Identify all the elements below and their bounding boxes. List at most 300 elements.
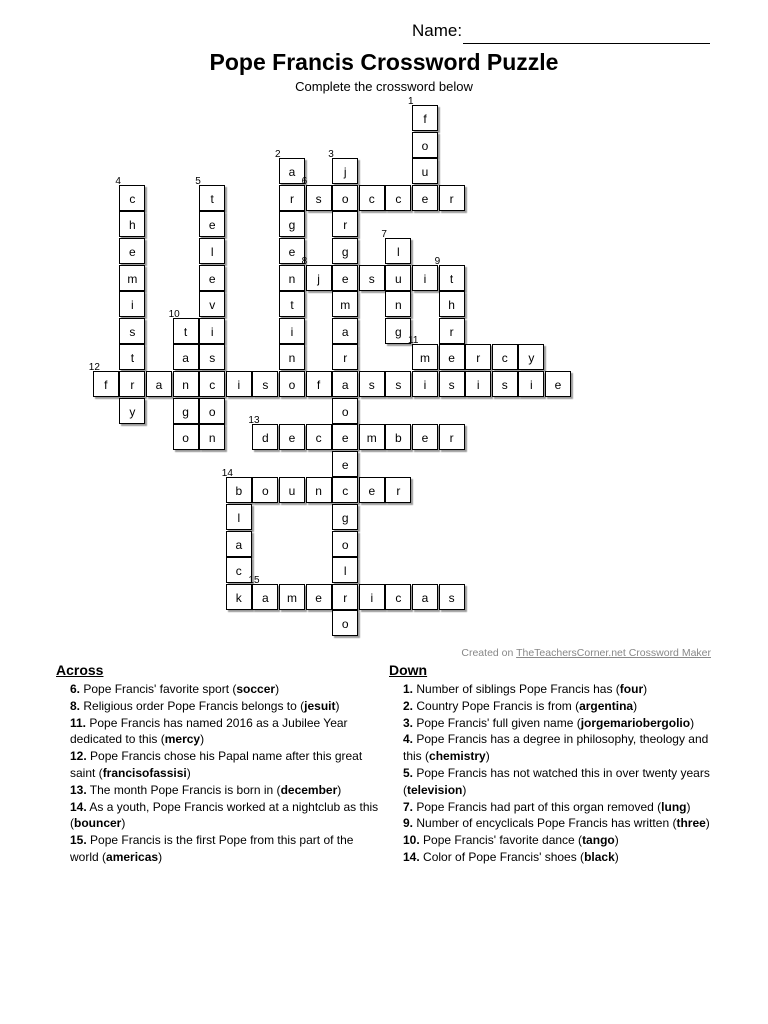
cell-letter: i [131,298,134,313]
clue-close: ) [614,833,619,848]
grid-cell[interactable] [385,291,411,317]
grid-cell[interactable] [199,398,225,424]
grid-cell[interactable] [332,185,358,211]
grid-cell[interactable] [195,175,225,211]
cell-letter: o [208,404,216,419]
grid-cell[interactable] [306,424,332,450]
cell-letter: l [343,564,347,579]
grid-cell[interactable] [465,371,491,397]
grid-cell[interactable] [332,610,358,636]
grid-cell[interactable] [115,175,145,211]
grid-cell[interactable] [199,344,225,370]
cell-letter: i [210,324,214,339]
cell-letter: e [368,484,376,499]
cell-letter: h [129,218,136,233]
grid-cell[interactable] [119,238,145,264]
cell-letter: s [395,378,402,392]
clue-answer: francisofassisi [102,765,187,780]
grid-cell[interactable] [434,255,465,291]
cell-letter: s [448,378,455,392]
clue-number: 11 [408,335,419,347]
cell-letter: n [315,484,322,499]
grid-cell[interactable] [306,584,332,610]
cell-letter: r [343,218,348,233]
across-clue [56,681,381,698]
cell-letter: l [237,511,241,525]
cell-letter: u [421,165,429,180]
clue-answer: americas [106,849,159,864]
across-clue [56,832,381,866]
grid-cell[interactable] [332,477,358,503]
grid-cell[interactable] [359,584,385,610]
grid-cell[interactable] [332,318,358,344]
name-label: Name: [412,21,463,40]
clue-close: ) [335,698,340,713]
grid-cell[interactable] [332,504,358,530]
clue-answer: lung [661,799,687,814]
cell-letter: e [315,590,322,605]
clue-close: ) [462,782,467,797]
grid-cell[interactable] [385,477,411,503]
down-clue [389,832,719,849]
grid-cell[interactable] [412,424,438,450]
grid-cell[interactable] [328,149,358,184]
clue-number: 5 [195,175,201,187]
across-clue [56,748,381,782]
cell-letter: a [182,351,189,366]
grid-cell[interactable] [332,238,358,264]
cell-letter: e [341,457,349,472]
clue-answer: december [280,782,338,797]
cell-letter: n [182,378,189,392]
grid-cell[interactable] [301,175,332,211]
clue-number: 13 [248,415,260,427]
cell-letter: s [129,324,136,339]
clue-answer: jesuit [304,698,336,713]
clue-number: 3. [403,715,414,730]
cell-letter: s [501,378,508,392]
grid-cell[interactable] [359,371,385,397]
cell-letter: t [449,271,454,286]
cell-letter: l [397,245,400,259]
cell-letter: t [183,324,188,339]
grid-cell[interactable] [332,424,358,450]
cell-letter: g [341,245,349,259]
cell-letter: s [368,378,375,392]
cell-letter: a [288,165,296,180]
grid-cell[interactable] [412,185,438,211]
clue-number: 14. [403,849,420,864]
cell-letter: m [366,431,377,446]
grid-cell[interactable] [359,265,385,291]
clue-number: 2 [275,149,281,161]
clue-number: 9 [434,255,441,267]
grid-cell[interactable] [332,398,358,424]
grid-cell[interactable] [279,477,305,503]
cell-letter: i [476,378,480,392]
down-clue [389,849,719,866]
cell-letter: o [341,537,349,552]
cell-letter: i [290,324,294,339]
clue-close: ) [121,816,126,831]
clue-number: 10 [168,308,180,320]
clue-number: 11. [70,715,87,730]
grid-cell[interactable] [221,468,252,503]
cell-letter: o [421,138,429,153]
grid-cell[interactable] [119,211,145,237]
grid-cell[interactable] [465,344,491,370]
clue-close: ) [614,849,619,864]
grid-cell[interactable] [279,371,305,397]
clue-number: 4 [115,175,121,187]
grid-cell[interactable] [408,96,438,131]
cell-letter: s [315,191,322,206]
grid-cell[interactable] [412,371,438,397]
cell-letter: e [554,378,562,392]
grid-cell[interactable] [199,211,225,237]
grid-cell[interactable] [279,584,305,610]
grid-cell[interactable] [439,318,465,344]
grid-cell[interactable] [279,185,305,211]
down-clues [389,660,719,866]
cell-letter: y [129,404,136,419]
grid-cell[interactable] [412,584,438,610]
grid-cell[interactable] [119,318,145,344]
cell-letter: a [235,537,243,552]
grid-cell[interactable] [385,424,411,450]
grid-cell[interactable] [168,308,199,344]
clue-text: Number of encyclicals Pope Francis has written ( [413,816,677,831]
grid-cell[interactable] [332,451,358,477]
cell-letter: c [395,191,402,206]
cell-letter: c [129,191,136,206]
grid-cell[interactable] [119,344,145,370]
cell-letter: c [501,351,508,366]
cell-letter: h [448,298,455,313]
cell-letter: e [208,218,216,233]
clue-answer: three [676,816,706,831]
clue-answer: chemistry [429,749,486,764]
grid-cell[interactable] [199,265,225,291]
clue-answer: mercy [164,732,201,747]
clue-answer: tango [582,833,615,848]
clue-number: 15 [248,574,260,586]
cell-letter: n [288,271,296,286]
clue-number: 7. [403,799,414,814]
cell-letter: i [423,378,427,392]
grid-cell[interactable] [199,424,225,450]
cell-letter: r [449,431,454,446]
grid-cell[interactable] [279,265,305,291]
grid-cell[interactable] [439,424,465,450]
clue-number: 1 [408,96,414,107]
clue-close: ) [686,799,691,814]
down-heading: Down [389,662,428,678]
cell-letter: r [476,351,481,366]
clue-close: ) [186,765,191,780]
grid-cell[interactable] [306,477,332,503]
grid-cell[interactable] [439,371,465,397]
across-list [56,681,381,866]
grid-cell[interactable] [119,398,145,424]
grid-cell[interactable] [279,318,305,344]
grid-cell[interactable] [439,344,465,370]
grid-cell[interactable] [385,584,411,610]
clue-number: 13. [70,782,87,797]
grid-cell[interactable] [199,291,225,317]
cell-letter: o [262,484,269,499]
grid-cell[interactable] [332,584,358,610]
cell-letter: g [341,511,349,525]
clue-answer: four [619,682,644,696]
clue-number: 10. [403,833,420,848]
clue-close: ) [158,849,163,864]
grid-cell[interactable] [88,362,119,397]
grid-cell[interactable] [332,344,358,370]
grid-cell[interactable] [412,132,438,158]
grid-cell[interactable] [359,477,385,503]
grid-cell[interactable] [439,291,465,317]
cell-letter: n [288,351,296,366]
clue-number: 3 [328,149,334,161]
grid-cell[interactable] [306,371,332,397]
grid-cell[interactable] [279,211,305,237]
grid-cell[interactable] [252,477,278,503]
clue-close: ) [485,749,490,764]
grid-cell[interactable] [119,265,145,291]
clue-number: 12. [70,749,87,764]
cell-letter: c [368,191,375,206]
cell-letter: e [421,191,429,206]
cell-letter: b [395,431,402,446]
grid-cell[interactable] [119,291,145,317]
grid-cell[interactable] [248,415,278,450]
grid-cell[interactable] [199,238,225,264]
grid-cell[interactable] [226,504,252,530]
cell-letter: s [368,271,375,286]
cell-letter: i [370,590,374,605]
grid-cell[interactable] [173,398,199,424]
grid-cell[interactable] [146,371,172,397]
clue-number: 5. [403,765,414,780]
cell-letter: u [395,271,402,286]
grid-cell[interactable] [173,371,199,397]
cell-letter: b [235,484,243,499]
cell-letter: o [182,431,189,446]
clue-answer: bouncer [74,816,122,831]
grid-cell[interactable] [385,265,411,291]
cell-letter: c [342,484,349,499]
cell-letter: m [287,590,297,605]
clue-text: Pope Francis chose his Papal name after this great saint ( [70,749,363,780]
grid-cell[interactable] [279,344,305,370]
cell-letter: i [237,378,241,392]
clue-answer: television [407,782,463,797]
clue-answer: argentina [579,698,634,713]
cell-letter: y [528,351,535,366]
clue-number: 15. [70,833,87,848]
clue-close: ) [633,698,638,713]
grid-cell[interactable] [248,574,278,610]
grid-cell[interactable] [332,531,358,557]
cell-letter: l [210,245,214,259]
cell-letter: f [423,112,427,126]
credit [461,647,711,659]
grid-cell[interactable] [199,318,225,344]
cell-letter: c [209,378,216,392]
grid-cell[interactable] [301,255,332,291]
cell-letter: a [341,378,349,392]
grid-cell[interactable] [545,371,571,397]
cell-letter: e [288,245,296,259]
cell-letter: a [421,590,429,605]
cell-letter: g [288,218,296,233]
cell-letter: f [316,378,321,392]
grid-cell[interactable] [119,371,145,397]
down-clue [389,815,719,832]
cell-letter: r [130,378,135,392]
clue-close: ) [643,682,648,696]
clue-number: 8. [70,698,81,713]
grid-cell[interactable] [279,424,305,450]
subtitle: Complete the crossword below [295,79,473,94]
clue-answer: jorgemariobergolio [580,715,691,730]
cell-letter: j [343,165,347,180]
cell-letter: s [262,378,269,392]
grid-cell[interactable] [173,424,199,450]
cell-letter: i [530,378,533,392]
grid-cell[interactable] [199,371,225,397]
grid-cell[interactable] [332,371,358,397]
grid-cell[interactable] [226,371,252,397]
credit-link[interactable]: TheTeachersCorner.net Crossword Maker [516,647,711,659]
clue-close: ) [690,715,695,730]
grid-cell[interactable] [332,265,358,291]
cell-letter: r [290,191,294,206]
grid-cell[interactable] [412,265,438,291]
cell-letter: e [341,431,349,446]
cell-letter: c [315,431,322,446]
cell-letter: r [449,191,454,206]
down-list [389,681,719,866]
clue-text: Pope Francis' full given name ( [413,715,581,730]
cell-letter: t [130,351,135,366]
cell-letter: o [288,378,296,392]
grid-cell[interactable] [332,211,358,237]
clue-number: 1. [403,682,414,696]
clue-close: ) [200,732,205,747]
cell-letter: t [290,298,294,313]
grid-cell[interactable] [492,371,518,397]
grid-cell[interactable] [332,557,358,583]
grid-cell[interactable] [408,335,438,370]
across-clues [56,660,381,866]
clue-number: 4. [403,732,414,747]
down-clue [389,681,719,698]
clue-number: 6 [301,175,308,187]
clue-number: 14 [221,468,233,480]
down-clue [389,799,719,816]
clue-answer: black [584,849,615,864]
cell-letter: s [448,590,455,605]
cell-letter: e [448,351,455,366]
page-title: Pope Francis Crossword Puzzle [209,49,559,75]
clue-number: 8 [301,255,308,267]
cell-letter: e [288,431,296,446]
grid-cell[interactable] [173,344,199,370]
grid-cell[interactable] [359,424,385,450]
grid-cell[interactable] [412,158,438,184]
cell-letter: k [235,590,242,605]
grid-cell[interactable] [439,584,465,610]
cell-letter: m [127,271,138,286]
cell-letter: g [182,404,189,419]
clue-close: ) [275,682,280,696]
clue-number: 12 [88,362,100,373]
clue-text: Pope Francis' favorite sport ( [80,682,237,696]
cell-letter: r [343,351,348,366]
clue-text: Religious order Pope Francis belongs to ( [80,698,305,713]
grid-cell[interactable] [492,344,518,370]
down-clue [389,765,719,799]
grid-cell[interactable] [385,371,411,397]
grid-cell[interactable] [518,371,544,397]
across-clue [56,799,381,833]
cell-letter: m [420,351,430,366]
grid-cell[interactable] [385,185,411,211]
grid-cell[interactable] [359,185,385,211]
grid-cell[interactable] [381,229,411,264]
cell-letter: c [395,590,402,605]
clue-text: Number of siblings Pope Francis has ( [413,682,620,696]
cell-letter: s [209,351,216,366]
cell-letter: e [421,431,429,446]
grid-cell[interactable] [518,344,544,370]
clue-text: Pope Francis' favorite dance ( [419,833,583,848]
clue-text: As a youth, Pope Francis worked at a nightclub as this ( [70,799,379,831]
cell-letter: u [288,484,296,499]
cell-letter: a [262,590,269,605]
clue-answer: soccer [236,682,276,696]
grid-cell[interactable] [439,185,465,211]
clue-text: Pope Francis had part of this organ removed ( [413,799,662,814]
clue-text: Pope Francis has not watched this in over twenty years ( [403,765,710,797]
clue-text: Pope Francis has a degree in philosophy, theology and this ( [403,732,709,764]
down-clue [389,715,719,732]
cell-letter: r [449,324,454,339]
cell-letter: j [317,271,320,286]
credit-prefix: Created on [461,647,517,659]
grid-cell[interactable] [252,371,278,397]
clue-text: Pope Francis is the first Pope from this part of the world ( [70,833,354,864]
clue-text: Pope Francis has named 2016 as a Jubilee Year dedicated to this ( [70,715,348,747]
down-clue [389,698,719,715]
grid-cell[interactable] [279,291,305,317]
cell-letter: a [341,324,349,339]
cell-letter: a [155,378,163,392]
grid-cell[interactable] [226,531,252,557]
cell-letter: v [209,298,216,313]
cell-letter: r [396,484,401,499]
cell-letter: o [341,191,349,206]
grid-cell[interactable] [226,584,252,610]
cell-letter: c [235,564,242,579]
cell-letter: d [262,431,269,446]
cell-letter: o [341,617,349,632]
clue-number: 2. [403,698,414,713]
grid-cell[interactable] [332,291,358,317]
clue-text: Color of Pope Francis' shoes ( [419,849,585,864]
